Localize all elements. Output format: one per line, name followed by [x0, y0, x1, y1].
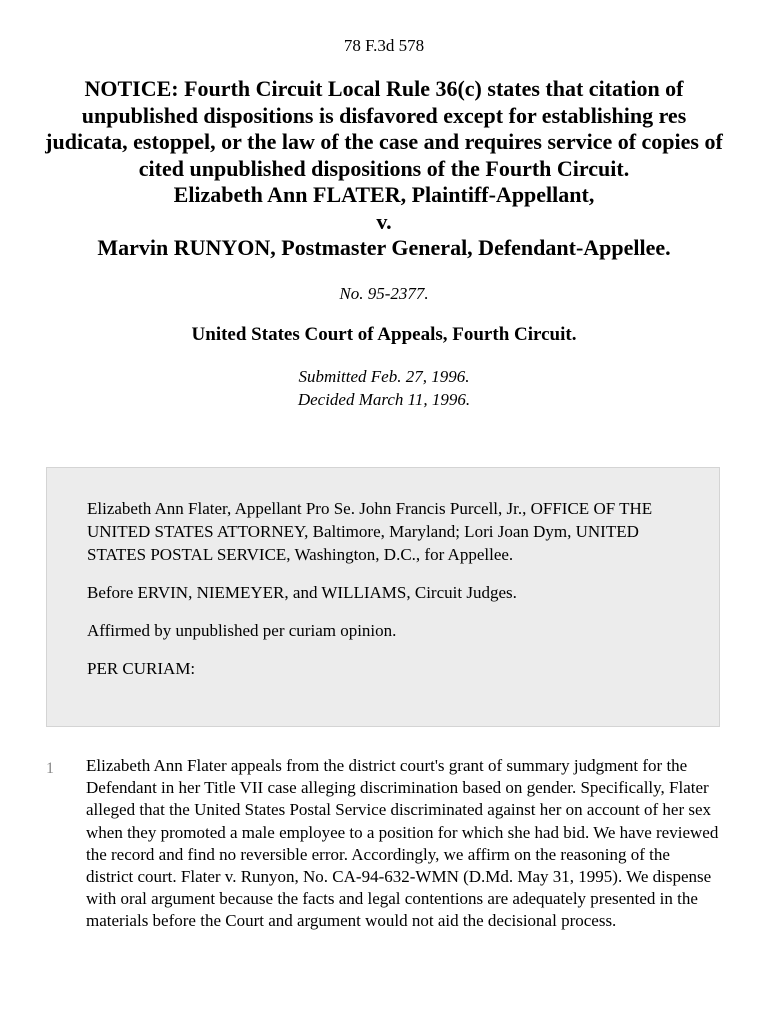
disposition-text: Affirmed by unpublished per curiam opinion.: [87, 621, 397, 640]
docket-number: No. 95-2377.: [339, 283, 429, 303]
appellant-name: Elizabeth Ann FLATER, Plaintiff-Appellant,: [173, 182, 595, 207]
court-name: United States Court of Appeals, Fourth Circuit.: [191, 323, 577, 345]
decided-date: Decided March 11, 1996.: [297, 389, 471, 409]
case-citation: 78 F.3d 578: [343, 36, 425, 55]
case-info-panel: [46, 467, 720, 727]
judges-text: Before ERVIN, NIEMEYER, and WILLIAMS, Circuit Judges.: [87, 583, 517, 602]
per-curiam-label: PER CURIAM:: [87, 659, 196, 678]
opinion-paragraph: [46, 755, 720, 933]
appellee-name: Marvin RUNYON, Postmaster General, Defendant-Appellee.: [97, 235, 671, 260]
paragraph-text: Elizabeth Ann Flater appeals from the district court's grant of summary judgment for the Defendant in her Title VII case alleging discrimination based on gender. Specifically, Flater alleged that the United States Postal Service discriminated against her on account of her sex when they promoted a male employee to a position for which she had bid. We have reviewed the record and find no reversible error. Accordingly, we affirm on the reasoning of the district court. Flater v. Runyon, No. CA-94-632-WMN (D.Md. May 31, 1995). We dispense with oral argument because the facts and legal contentions are adequately presented in the materials before the Court and argument would not aid the decisional process.: [86, 756, 719, 931]
case-heading: [40, 76, 728, 262]
versus-text: v.: [376, 208, 392, 234]
notice-text: NOTICE: Fourth Circuit Local Rule 36(c) states that citation of unpublished dispositions is disfavored except for establishing res judicata, estoppel, or the law of the case and requires service of copies of cited unpublished dispositions of the Fourth Circuit.: [45, 76, 723, 181]
submitted-date: Submitted Feb. 27, 1996.: [298, 366, 470, 386]
paragraph-number: 1: [46, 760, 54, 777]
case-dates: [0, 365, 768, 411]
opinion-body: [46, 755, 720, 933]
counsel-text: Elizabeth Ann Flater, Appellant Pro Se. John Francis Purcell, Jr., OFFICE OF THE UNITED STATES ATTORNEY, Baltimore, Maryland; Lori Joan Dym, UNITED STATES POSTAL SERVICE, Washington, D.C., for Appellee.: [87, 499, 653, 564]
